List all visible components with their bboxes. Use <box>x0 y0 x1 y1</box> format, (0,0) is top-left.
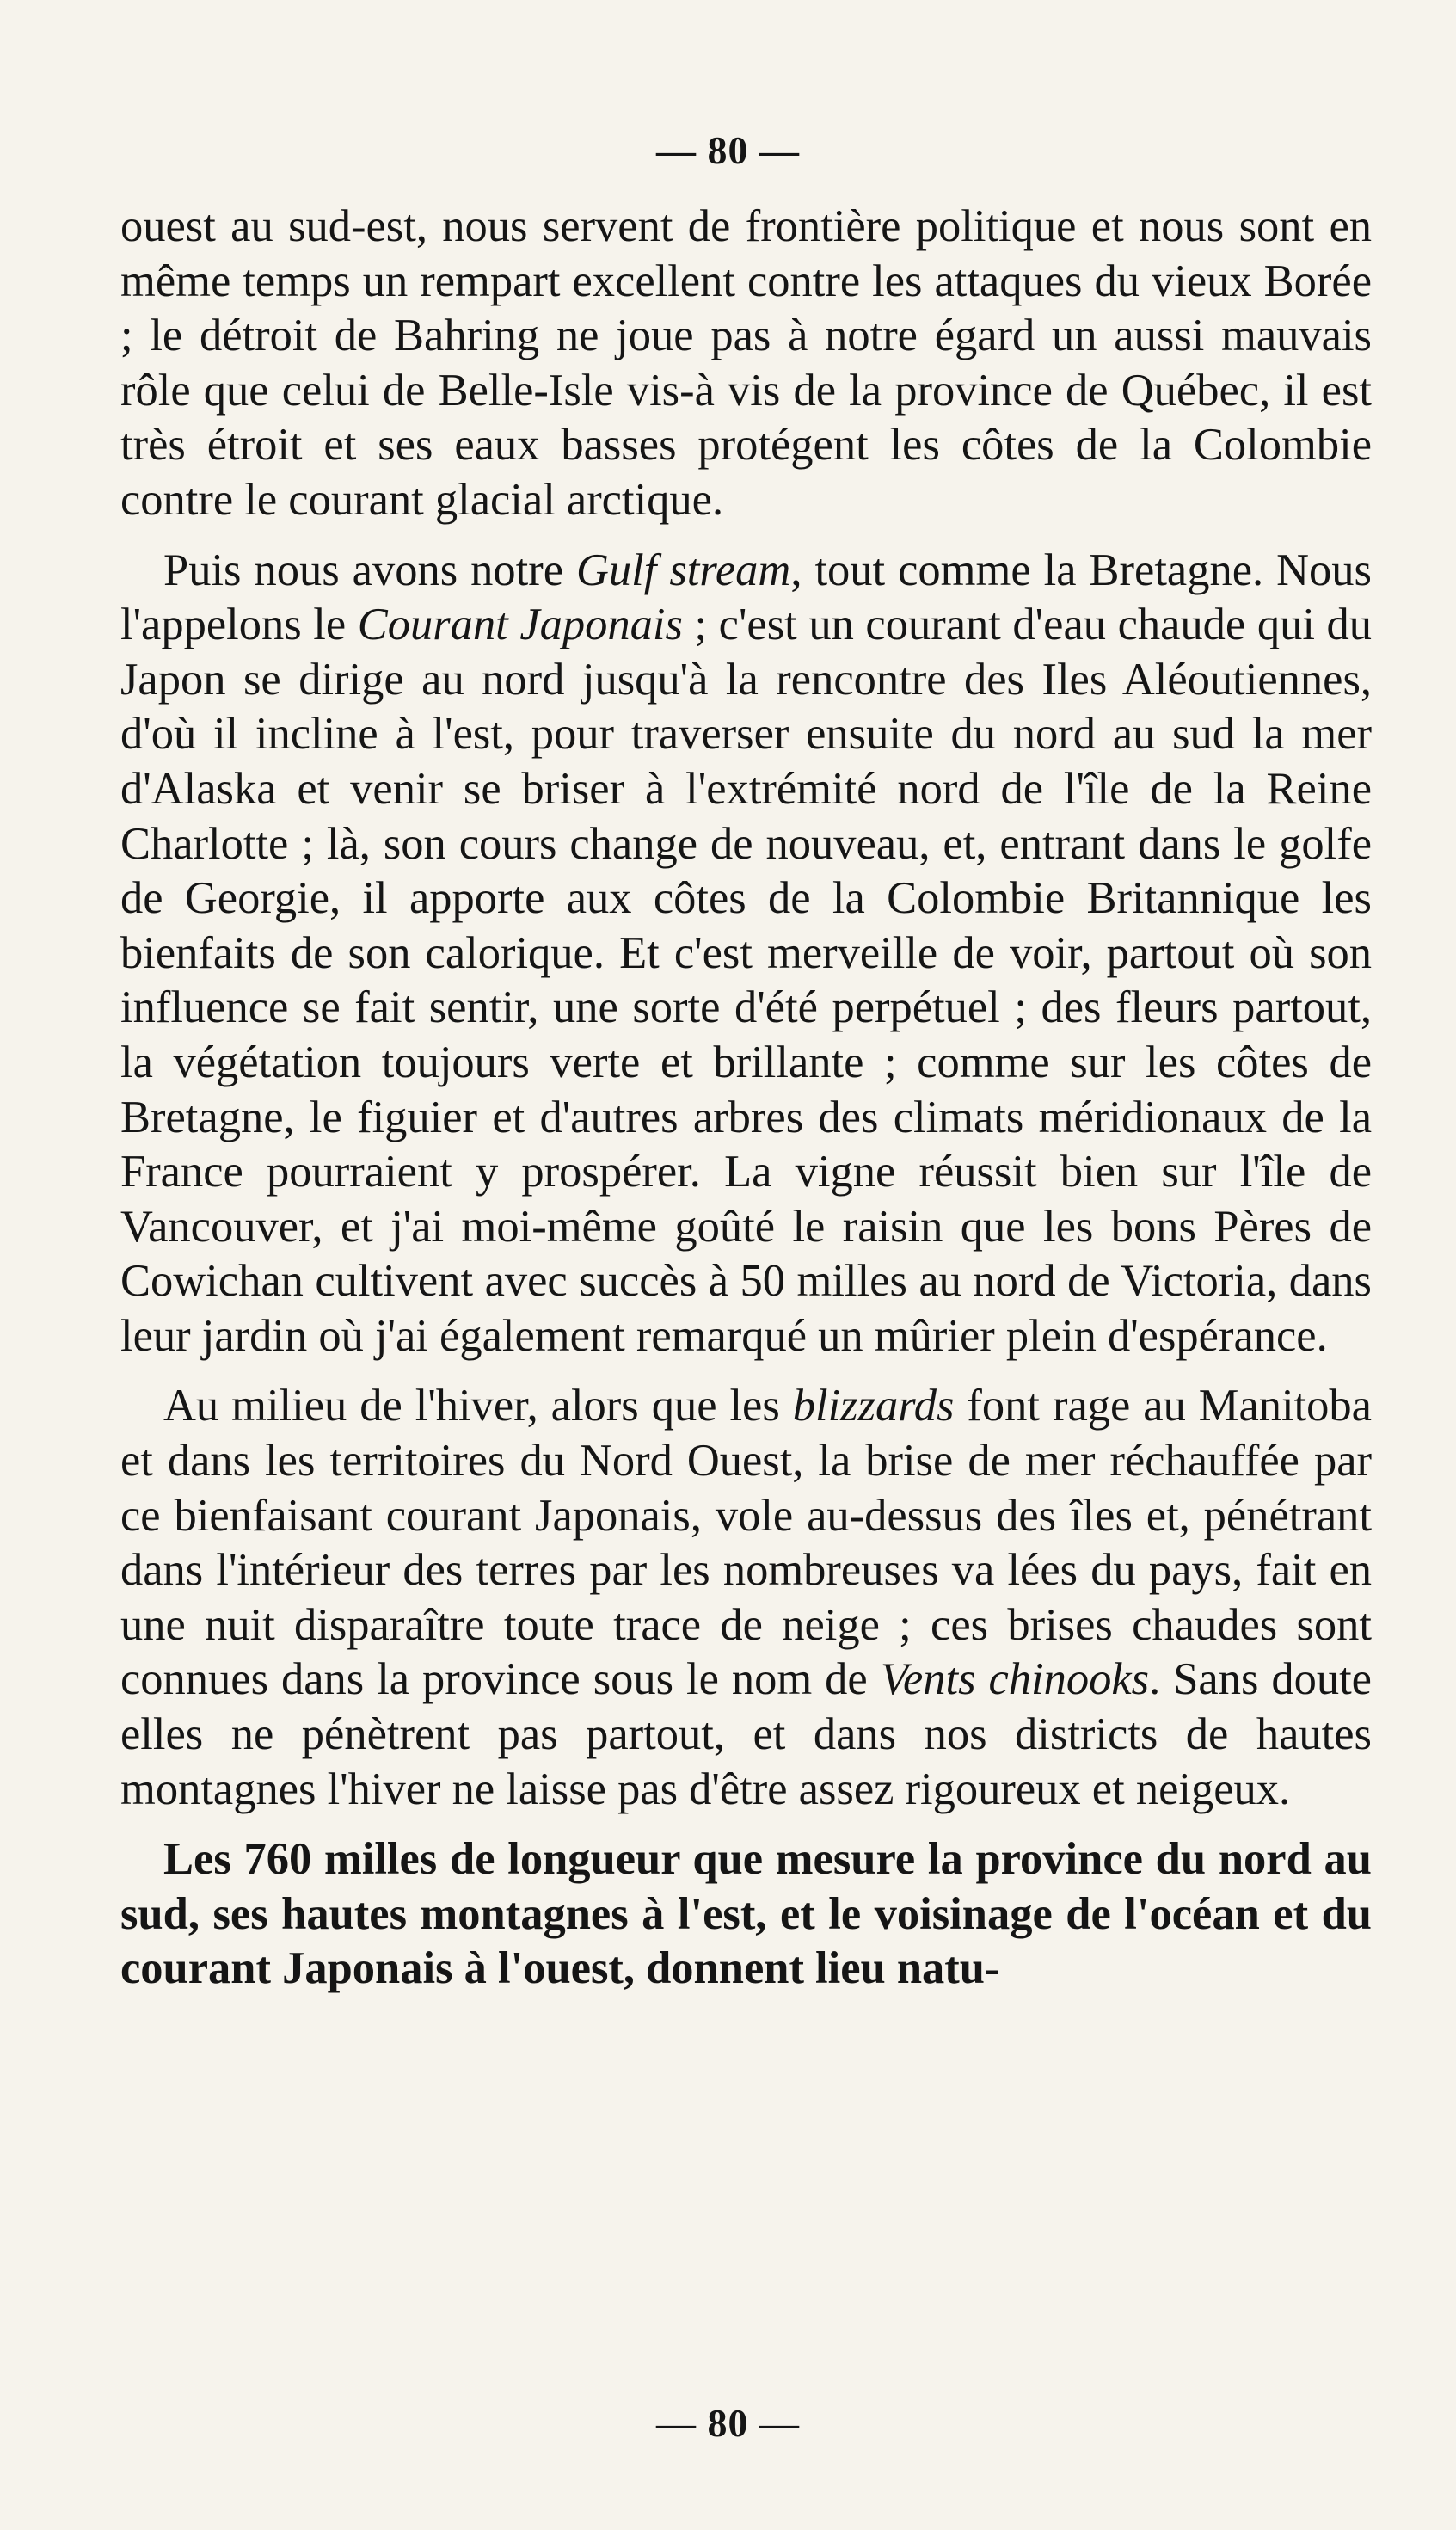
page-number-bottom: — 80 — <box>656 2401 800 2445</box>
paragraph-3-run-5: . Sans doute elles ne pénètrent pas partout, et dans nos districts de hautes montagnes l'hiver ne laisse pas d'être assez rigoureux et neigeux. <box>120 1654 1372 1814</box>
paragraph-4 <box>120 1832 1372 1997</box>
gulf-stream-term: Gulf stream <box>576 545 791 595</box>
paragraph-4-text: Les 760 milles de longueur que mesure la province du nord au sud, ses hautes montagnes à l'est, et le voisinage de l'océan et du courant Japonais à l'ouest, donnent lieu natu- <box>120 1834 1372 1994</box>
paragraph-3-run-1: Au milieu de l'hiver, alors que les <box>163 1381 793 1431</box>
paragraph-2-run-5: ; c'est un courant d'eau chaude qui du Japon se dirige au nord jusqu'à la rencontre des Iles Aléoutiennes, d'où il incline à l'est, pour traverser ensuite du nord au sud la mer d'Alaska et venir se briser à l'extrémité nord de l'île de la Reine Charlotte ; là, son cours change de nouveau, et, entrant dans le golfe de Georgie, il apporte aux côtes de la Colombie Britannique les bienfaits de son calorique. Et c'est merveille de voir, partout où son influence se fait sentir, une sorte d'été perpétuel ; des fleurs partout, la végétation toujours verte et brillante ; comme sur les côtes de Bretagne, le figuier et d'autres arbres des climats méridionaux de la France pourraient y prospérer. La vigne réussit bien sur l'île de Vancouver, et j'ai moi-même goûté le raisin que les bons Pères de Cowichan cultivent avec succès à 50 milles au nord de Victoria, dans leur jardin où j'ai également remarqué un mûrier plein d'espérance. <box>120 600 1372 1361</box>
blizzards-term: blizzards <box>792 1381 955 1431</box>
courant-japonais-term: Courant Japonais <box>357 600 683 650</box>
paragraph-2-run-3: , tout comme la Bretagne. Nous l'appelons le <box>120 545 1372 650</box>
paragraph-1-text: ouest au sud-est, nous servent de frontière politique et nous sont en même temps un rempart excellent contre les attaques du vieux Borée ; le détroit de Bahring ne joue pas à notre égard un aussi mauvais rôle que celui de Belle-Isle vis-à vis de la province de Québec, il est très étroit et ses eaux basses protégent les côtes de la Colombie contre le courant glacial arctique. <box>120 201 1372 525</box>
page-body <box>120 200 1372 1997</box>
paragraph-1 <box>120 200 1372 528</box>
paragraph-2-run-1: Puis nous avons notre <box>163 545 576 595</box>
paragraph-2 <box>120 544 1372 1364</box>
page-number-top: — 80 — <box>656 128 800 172</box>
vents-chinooks-term: Vents chinooks <box>880 1654 1150 1705</box>
paragraph-3 <box>120 1379 1372 1817</box>
paragraph-3-run-3: font rage au Manitoba et dans les territoires du Nord Ouest, la brise de mer réchauffée par ce bienfaisant courant Japonais, vole au-dessus des îles et, pénétrant dans l'intérieur des terres par les nombreuses va lées du pays, fait en une nuit disparaître toute trace de neige ; ces brises chaudes sont connues dans la province sous le nom de <box>120 1381 1372 1705</box>
